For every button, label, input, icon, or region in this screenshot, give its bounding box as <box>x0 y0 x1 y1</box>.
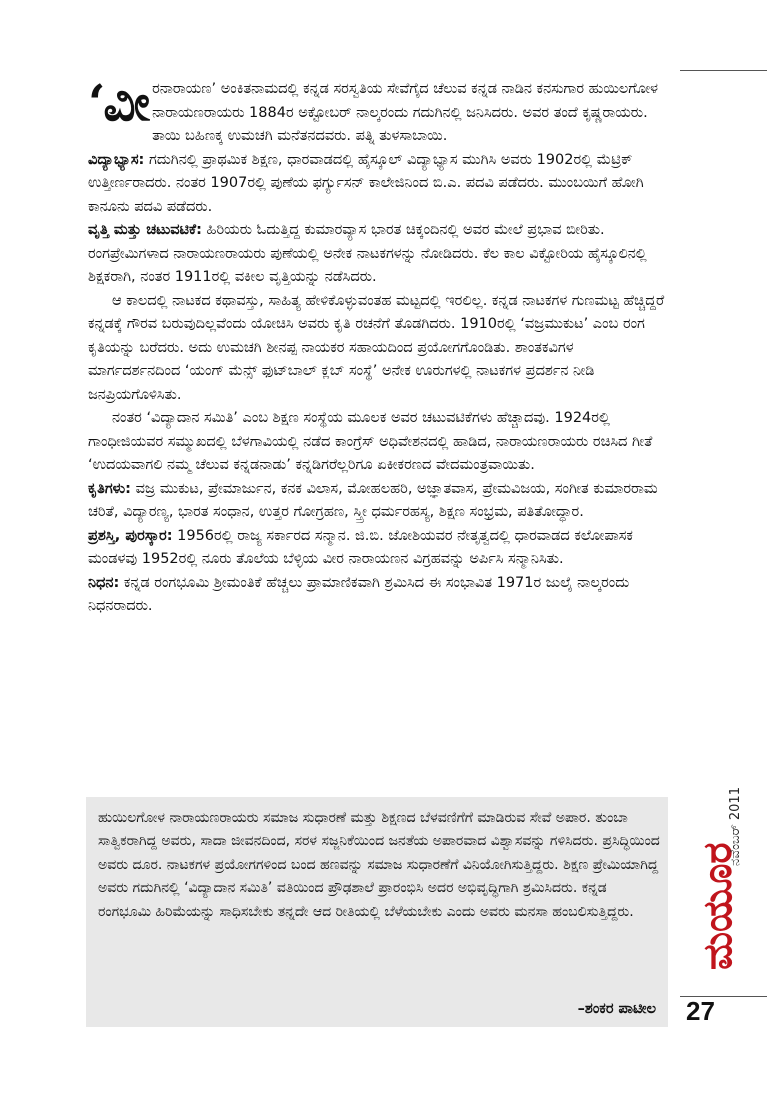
education-paragraph <box>88 149 668 220</box>
intro-paragraph <box>88 73 668 149</box>
theatre-paragraph: ಆ ಕಾಲದಲ್ಲಿ ನಾಟಕದ ಕಥಾವಸ್ತು, ಸಾಹಿತ್ಯ ಹೇಳಿಕೊಳ್ಳುವಂತಹ ಮಟ್ಟದಲ್ಲಿ ಇರಲಿಲ್ಲ. ಕನ್ನಡ ನಾಟಕಗಳ ಗುಣಮಟ್ಟ ಹೆಚ್ಚಿದ್ದರೆ ಕನ್ನಡಕ್ಕೆ ಗೌರವ ಬರುವುದಿಲ್ಲವೆಂದು ಯೋಚಿಸಿ ಅವರು ಕೃತಿ ರಚನೆಗೆ ತೊಡಗಿದರು. 1910ರಲ್ಲಿ ‘ವಜ್ರಮುಕುಟ’ ಎಂಬ ರಂಗ ಕೃತಿಯನ್ನು ಬರೆದರು. ಅದು ಉಮಚಗಿ ಶೀನಪ್ಪ ನಾಯಕರ ಸಹಾಯದಿಂದ ಪ್ರಯೋಗಗೊಂಡಿತು. ಶಾಂತಕವಿಗಳ ಮಾರ್ಗದರ್ಶನದಿಂದ ‘ಯಂಗ್ ಮೆನ್ಸ್ ಫುಟ್‌ಬಾಲ್ ಕ್ಲಬ್ ಸಂಸ್ಥೆ’ ಅನೇಕ ಊರುಗಳಲ್ಲಿ ನಾಟಕಗಳ ಪ್ರದರ್ಶನ ನೀಡಿ ಜನಪ್ರಿಯಗೊಳಿಸಿತು. <box>88 292 665 403</box>
magazine-sidebar <box>684 780 744 980</box>
drop-cap: ‘ವೀ <box>88 73 149 132</box>
death-paragraph <box>88 572 668 619</box>
death-text: ಕನ್ನಡ ರಂಗಭೂಮಿ ಶ್ರೀಮಂತಿಕೆ ಹೆಚ್ಚಲು ಪ್ರಾಮಾಣಿಕವಾಗಿ ಶ್ರಮಿಸಿದ ಈ ಸಂಭಾವಿತ 1971ರ ಜುಲೈ ನಾಲ್ಕರಂದು ನಿಧನರಾದರು. <box>88 574 630 614</box>
works-heading: ಕೃತಿಗಳು: <box>88 480 131 497</box>
top-rule <box>680 70 767 71</box>
works-text: ವಜ್ರ ಮುಕುಟ, ಪ್ರೇಮಾರ್ಜುನ, ಕನಕ ವಿಲಾಸ, ಮೋಹಲಹರಿ, ಅಜ್ಞಾತವಾಸ, ಪ್ರೇಮವಿಜಯ, ಸಂಗೀತ ಕುಮಾರರಾಮ ಚರಿತೆ, ವಿದ್ಯಾರಣ್ಯ, ಭಾರತ ಸಂಧಾನ, ಉತ್ತರ ಗೋಗ್ರಹಣ, ಸ್ತ್ರೀ ಧರ್ಮರಹಸ್ಯ, ಶಿಕ್ಷಣ ಸಂಭ್ರಮ, ಪತಿತೋದ್ಧಾರ. <box>88 480 658 520</box>
issue-date: ನವೆಂಬರ್ 2011 <box>728 787 743 866</box>
page-number: 27 <box>686 996 715 1026</box>
career-paragraph <box>88 219 668 290</box>
magazine-name: ಮಯೂರ <box>694 842 741 970</box>
career-heading: ವೃತ್ತಿ ಮತ್ತು ಚಟುವಟಿಕೆ: <box>88 222 202 238</box>
author-signature: –ಶಂಕರ ಪಾಟೀಲ <box>577 1001 656 1017</box>
tribute-box <box>86 797 668 1027</box>
education-heading: ವಿದ್ಯಾಭ್ಯಾಸ: <box>88 151 145 168</box>
death-heading: ನಿಧನ: <box>88 574 120 591</box>
awards-text: 1956ರಲ್ಲಿ ರಾಜ್ಯ ಸರ್ಕಾರದ ಸನ್ಮಾನ. ಜಿ.ಬಿ. ಜೋಶಿಯವರ ನೇತೃತ್ವದಲ್ಲಿ ಧಾರವಾಡದ ಕಲೋಪಾಸಕ ಮಂಡಳವು 1952ರಲ್ಲಿ ನೂರು ತೊಲೆಯ ಬೆಳ್ಳಿಯ ವೀರ ನಾರಾಯಣನ ವಿಗ್ರಹವನ್ನು ಅರ್ಪಿಸಿ ಸನ್ಮಾನಿಸಿತು. <box>88 527 633 567</box>
tribute-text: ಹುಯಿಲಗೋಳ ನಾರಾಯಣರಾಯರು ಸಮಾಜ ಸುಧಾರಣೆ ಮತ್ತು ಶಿಕ್ಷಣದ ಬೆಳವಣಿಗೆಗೆ ಮಾಡಿರುವ ಸೇವೆ ಅಪಾರ. ತುಂಬಾ ಸಾತ್ವಿಕರಾಗಿದ್ದ ಅವರು, ಸಾದಾ ಜೀವನದಿಂದ, ಸರಳ ಸಜ್ಜನಿಕೆಯಿಂದ ಜನತೆಯ ಅಪಾರವಾದ ವಿಶ್ವಾಸವನ್ನು ಗಳಿಸಿದರು. ಪ್ರಸಿದ್ಧಿಯಿಂದ ಅವರು ದೂರ. ನಾಟಕಗಳ ಪ್ರಯೋಗಗಳಿಂದ ಬಂದ ಹಣವನ್ನು ಸಮಾಜ ಸುಧಾರಣೆಗೆ ವಿನಿಯೋಗಿಸುತ್ತಿದ್ದರು. ಶಿಕ್ಷಣ ಪ್ರೇಮಿಯಾಗಿದ್ದ ಅವರು ಗದುಗಿನಲ್ಲಿ ‘ವಿದ್ಯಾದಾನ ಸಮಿತಿ’ ವತಿಯಿಂದ ಪ್ರೌಢಶಾಲೆ ಪ್ರಾರಂಭಿಸಿ ಅದರ ಅಭಿವೃದ್ಧಿಗಾಗಿ ಶ್ರಮಿಸಿದರು. ಕನ್ನಡ ರಂಗಭೂಮಿ ಹಿರಿಮೆಯನ್ನು ಸಾಧಿಸಬೇಕು ತನ್ನದೇ ಆದ ರೀತಿಯಲ್ಲಿ ಬೆಳೆಯಬೇಕು ಎಂದು ಅವರು ಮನಸಾ ಹಂಬಲಿಸುತ್ತಿದ್ದರು. <box>98 810 660 920</box>
career-text: ಹಿರಿಯರು ಓದುತ್ತಿದ್ದ ಕುಮಾರವ್ಯಾಸ ಭಾರತ ಚಿಕ್ಕಂದಿನಲ್ಲಿ ಅವರ ಮೇಲೆ ಪ್ರಭಾವ ಬೀರಿತು. ರಂಗಪ್ರೇಮಿಗಳಾದ ನಾರಾಯಣರಾಯರು ಪುಣೆಯಲ್ಲಿ ಅನೇಕ ನಾಟಕಗಳನ್ನು ನೋಡಿದರು. ಕೆಲ ಕಾಲ ವಿಕ್ಟೋರಿಯ ಹೈಸ್ಕೂಲಿನಲ್ಲಿ ಶಿಕ್ಷಕರಾಗಿ, ನಂತರ 1911ರಲ್ಲಿ ವಕೀಲ ವೃತ್ತಿಯನ್ನು ನಡೆಸಿದರು. <box>88 222 647 285</box>
education-text: ಗದುಗಿನಲ್ಲಿ ಪ್ರಾಥಮಿಕ ಶಿಕ್ಷಣ, ಧಾರವಾಡದಲ್ಲಿ ಹೈಸ್ಕೂಲ್ ವಿದ್ಯಾಭ್ಯಾಸ ಮುಗಿಸಿ ಅವರು 1902ರಲ್ಲಿ ಮೆಟ್ರಿಕ್ ಉತ್ತೀರ್ಣರಾದರು. ನಂತರ 1907ರಲ್ಲಿ ಪುಣೆಯ ಫರ್ಗ್ಯುಸನ್ ಕಾಲೇಜಿನಿಂದ ಬಿ.ಎ. ಪದವಿ ಪಡೆದರು. ಮುಂಬಯಿಗೆ ಹೋಗಿ ಕಾನೂನು ಪದವಿ ಪಡೆದರು. <box>88 151 644 215</box>
samiti-paragraph: ನಂತರ ‘ವಿದ್ಯಾದಾನ ಸಮಿತಿ’ ಎಂಬ ಶಿಕ್ಷಣ ಸಂಸ್ಥೆಯ ಮೂಲಕ ಅವರ ಚಟುವಟಿಕೆಗಳು ಹೆಚ್ಚಾದವು. 1924ರಲ್ಲಿ ಗಾಂಧೀಜಿಯವರ ಸಮ್ಮುಖದಲ್ಲಿ ಬೆಳಗಾವಿಯಲ್ಲಿ ನಡೆದ ಕಾಂಗ್ರೆಸ್ ಅಧಿವೇಶನದಲ್ಲಿ ಹಾಡಿದ, ನಾರಾಯಣರಾಯರು ರಚಿಸಿದ ಗೀತೆ ‘ಉದಯವಾಗಲಿ ನಮ್ಮ ಚೆಲುವ ಕನ್ನಡನಾಡು’ ಕನ್ನಡಿಗರೆಲ್ಲರಿಗೂ ಏಕೀಕರಣದ ವೇದಮಂತ್ರವಾಯಿತು. <box>88 410 653 473</box>
works-paragraph <box>88 478 668 525</box>
awards-paragraph <box>88 525 668 572</box>
intro-text: ರನಾರಾಯಣ’ ಅಂಕಿತನಾಮದಲ್ಲಿ ಕನ್ನಡ ಸರಸ್ವತಿಯ ಸೇವೆಗೈದ ಚೆಲುವ ಕನ್ನಡ ನಾಡಿನ ಕನಸುಗಾರ ಹುಯಿಲಗೋಳ ನಾರಾಯಣರಾಯರು 1884ರ ಅಕ್ಟೋಬರ್ ನಾಲ್ಕರಂದು ಗದುಗಿನಲ್ಲಿ ಜನಿಸಿದರು. ಅವರ ತಂದೆ ಕೃಷ್ಣರಾಯರು. ತಾಯಿ ಬಹಿಣಕ್ಕ ಉಮಚಗಿ ಮನೆತನದವರು. ಪತ್ನಿ ತುಳಸಾಬಾಯಿ. <box>152 81 659 144</box>
article-body <box>88 73 668 619</box>
awards-heading: ಪ್ರಶಸ್ತಿ, ಪುರಸ್ಕಾರ: <box>88 527 173 544</box>
